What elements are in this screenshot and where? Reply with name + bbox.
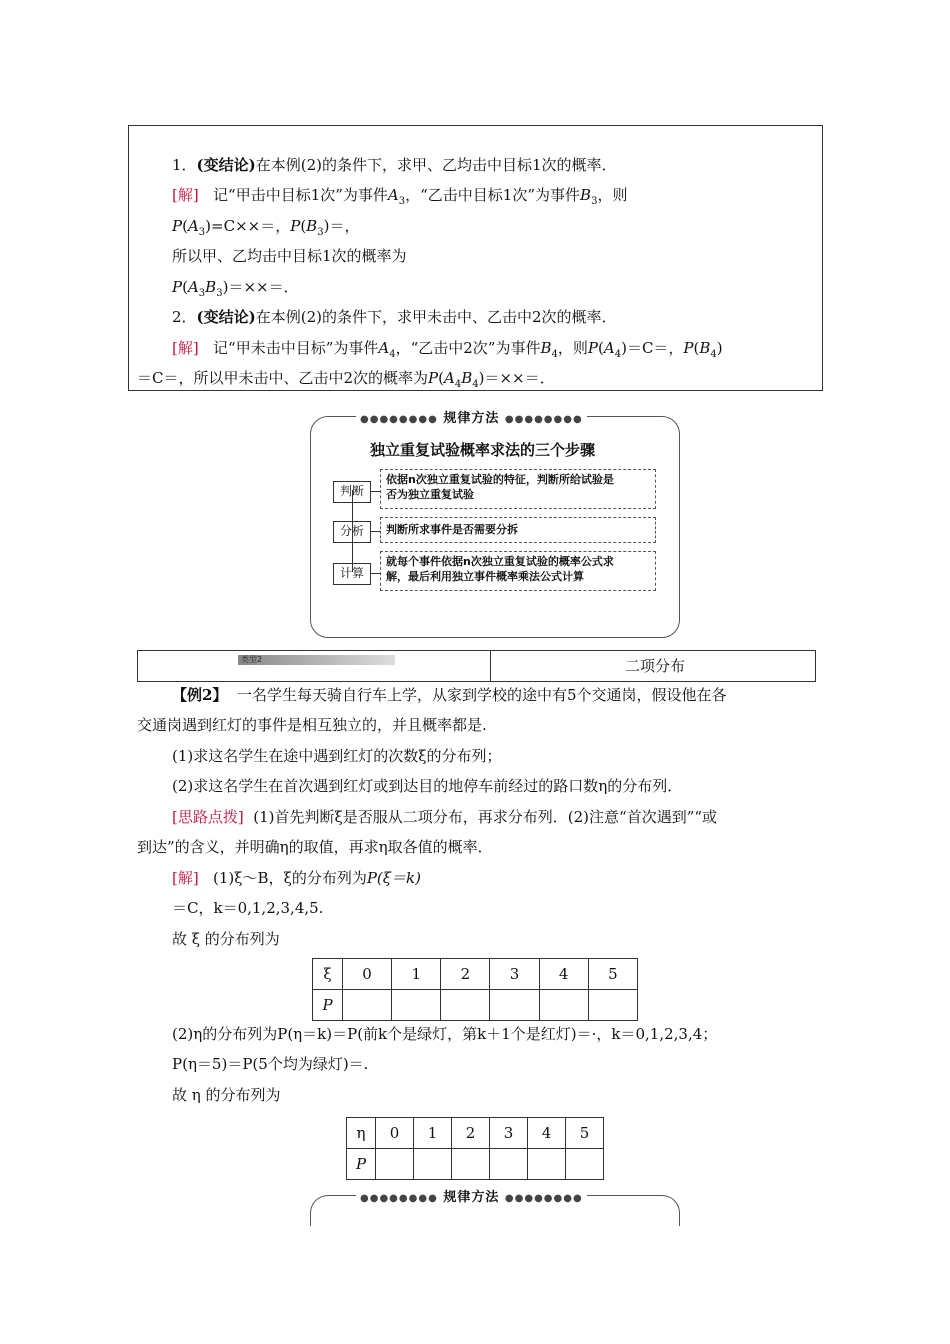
table-cell: 4 xyxy=(528,1118,566,1149)
type-header-divider xyxy=(490,651,491,681)
table-cell: 5 xyxy=(566,1118,604,1149)
step-judge: 判断 xyxy=(333,481,371,503)
table-cell: P xyxy=(347,1149,376,1180)
table-cell: 1 xyxy=(414,1118,452,1149)
step-judge-desc: 依据n次独立重复试验的特征，判断所给试验是 否为独立重复试验 xyxy=(380,469,656,509)
table-row xyxy=(313,959,638,990)
type-tag: 类型2 xyxy=(241,655,263,664)
table-cell: 2 xyxy=(441,959,490,990)
example-q2: (2)求这名学生在首次遇到红灯或到达目的地停车前经过的路口数η的分布列． xyxy=(172,777,683,795)
table-cell xyxy=(452,1149,490,1180)
table-cell xyxy=(414,1149,452,1180)
variant1-solution-line3: 所以甲、乙均击中目标1次的概率为 xyxy=(172,247,407,265)
step-compute: 计算 xyxy=(333,563,371,585)
variant1-question: 1．(变结论)在本例(2)的条件下，求甲、乙均击中目标1次的概率． xyxy=(172,156,617,174)
step-analyze: 分析 xyxy=(333,521,371,543)
solution-line4: (2)η的分布列为P(η＝k)＝P(前k个是绿灯，第k＋1个是红灯)＝·，k＝0,1,2,3,4； xyxy=(172,1025,718,1043)
solution-line5: P(η＝5)＝P(5个均为绿灯)＝. xyxy=(172,1055,369,1073)
table-cell: 2 xyxy=(452,1118,490,1149)
table-cell xyxy=(490,990,539,1021)
table-cell: 0 xyxy=(376,1118,414,1149)
table-cell xyxy=(376,1149,414,1180)
variant2-solution-line1: [解] 记“甲未击中目标”为事件$A_4$，“乙击中2次”为事件$B_4$，则$P(A_4)=C=$，$P(B_4)$ xyxy=(172,339,723,360)
variant1-solution-line1: [解] 记“甲击中目标1次”为事件$A_3$，“乙击中目标1次”为事件$B_3$，则 xyxy=(172,186,628,207)
example-line2: 交通岗遇到红灯的事件是相互独立的，并且概率都是. xyxy=(137,716,487,734)
solution-line6: 故 η 的分布列为 xyxy=(172,1086,281,1104)
variant1-solution-line4: $P(A_3B_3)=\times\times=$． xyxy=(172,278,299,299)
table-cell xyxy=(441,990,490,1021)
table-row xyxy=(347,1118,604,1149)
table-cell xyxy=(490,1149,528,1180)
table-cell xyxy=(588,990,637,1021)
rule-method-label-2: ●●●●●●●● 规律方法 ●●●●●●●● xyxy=(356,1186,587,1205)
example-q1: (1)求这名学生在途中遇到红灯的次数ξ的分布列； xyxy=(172,747,502,765)
hint-line1: [思路点拨] (1)首先判断ξ是否服从二项分布，再求分布列．(2)注意“首次遇到”“或 xyxy=(172,808,718,826)
rule-method-title: 独立重复试验概率求法的三个步骤 xyxy=(370,441,596,459)
table-cell xyxy=(539,990,588,1021)
variant1-solution-line2: $P(A_3)=C\times\times=$，$P(B_3)=$， xyxy=(172,217,360,238)
solution-line3: 故 ξ 的分布列为 xyxy=(172,930,280,948)
hint-line2: 到达”的含义，并明确η的取值，再求η取各值的概率． xyxy=(137,838,493,856)
table-cell: ξ xyxy=(313,959,343,990)
arrow-line xyxy=(370,531,380,532)
table-row xyxy=(313,990,638,1021)
table-cell: 4 xyxy=(539,959,588,990)
table-cell: 3 xyxy=(490,1118,528,1149)
table-cell: P xyxy=(313,990,343,1021)
variant2-solution-line2: ＝C＝，所以甲未击中、乙击中2次的概率为$P(A_4B_4)=\times\times=$． xyxy=(137,369,555,390)
solution-line1: [解] (1)ξ～B，ξ的分布列为P(ξ＝k) xyxy=(172,869,421,887)
table-cell xyxy=(566,1149,604,1180)
example-line1: 【例2】 一名学生每天骑自行车上学，从家到学校的途中有5个交通岗，假设他在各 xyxy=(172,686,727,704)
step-analyze-desc: 判断所求事件是否需要分拆 xyxy=(380,517,656,543)
table-cell: 5 xyxy=(588,959,637,990)
table-cell: 3 xyxy=(490,959,539,990)
eta-distribution-table xyxy=(346,1117,604,1180)
rule-method-label: ●●●●●●●● 规律方法 ●●●●●●●● xyxy=(356,407,587,426)
step-compute-desc: 就每个事件依据n次独立重复试验的概率公式求 解，最后利用独立事件概率乘法公式计算 xyxy=(380,551,656,591)
xi-distribution-table xyxy=(312,958,638,1021)
solution-line2: ＝C，k＝0,1,2,3,4,5. xyxy=(172,899,324,917)
table-cell xyxy=(343,990,392,1021)
table-cell: 0 xyxy=(343,959,392,990)
arrow-line xyxy=(370,491,380,492)
variant2-question: 2．(变结论)在本例(2)的条件下，求甲未击中、乙击中2次的概率． xyxy=(172,308,617,326)
table-cell xyxy=(392,990,441,1021)
arrow-line xyxy=(370,573,380,574)
table-row xyxy=(347,1149,604,1180)
table-cell xyxy=(528,1149,566,1180)
table-cell: η xyxy=(347,1118,376,1149)
table-cell: 1 xyxy=(392,959,441,990)
type-title: 二项分布 xyxy=(625,657,686,675)
type-header xyxy=(137,650,816,682)
